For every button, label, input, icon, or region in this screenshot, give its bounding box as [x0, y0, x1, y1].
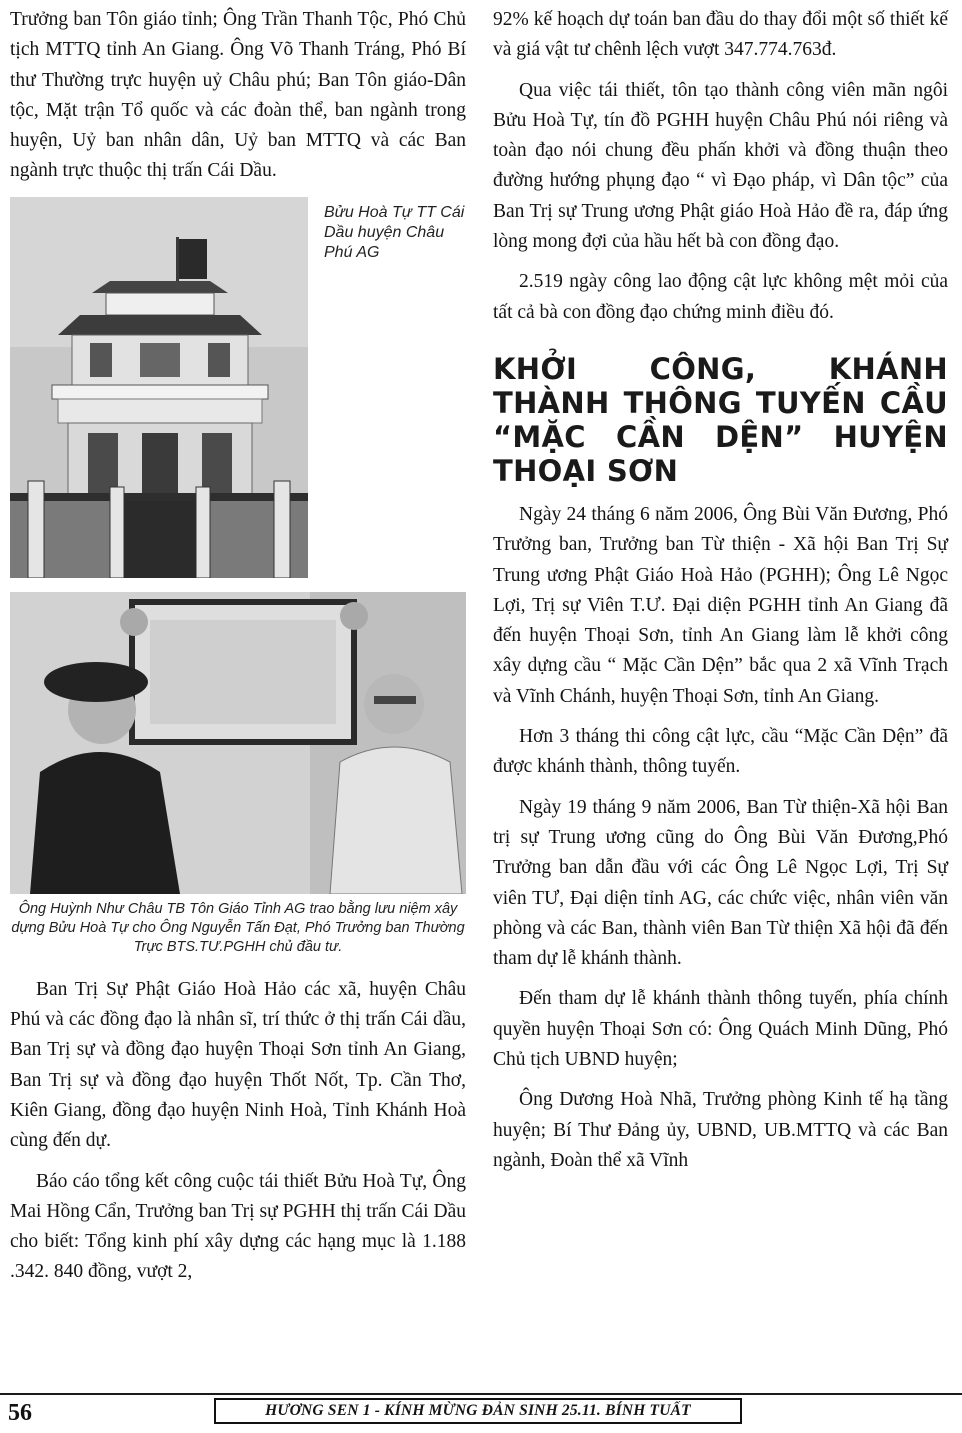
- intro-paragraph: Trưởng ban Tôn giáo tỉnh; Ông Trần Thanh Tộc, Phó Chủ tịch MTTQ tỉnh An Giang. Ông Võ Thanh Tráng, Phó Bí thư Thường trực huyện uỷ Châu phú; Ban Tôn giáo-Dân tộc, Mặt trận Tổ quốc và các đoàn thể, ban ngành trong huyện, Uỷ ban nhân dân, Uỷ ban MTTQ và các Ban ngành trực thuộc thị trấn Cái Dầu.: [10, 9, 466, 182]
- left-paragraph-2: Báo cáo tổng kết công cuộc tái thiết Bửu Hoà Tự, Ông Mai Hồng Cẩn, Trưởng ban Trị sự PGHH thị trấn Cái Dầu cho biết: Tổng kinh phí xây dựng các hạng mục là 1.188 .342. 840 đồng, vượt 2,: [10, 1170, 466, 1283]
- temple-illustration: [10, 197, 308, 578]
- right-paragraph-2: 2.519 ngày công lao động cật lực không mệt mỏi của tất cả bà con đồng đạo chứng minh điều đó.: [493, 271, 948, 323]
- ceremony-caption: Ông Huỳnh Như Châu TB Tôn Giáo Tỉnh AG trao bằng lưu niệm xây dựng Bửu Hoà Tự cho Ông Nguyễn Tấn Đạt, Phó Trưởng ban Thường Trực BTS.TƯ.PGHH chủ đầu tư.: [11, 900, 465, 955]
- ceremony-photo: [10, 592, 466, 894]
- footer-rule: [0, 1393, 962, 1395]
- temple-figure: [10, 197, 466, 578]
- article-headline: KHỞI CÔNG, KHÁNH THÀNH THÔNG TUYẾN CẦU “MẶC CẦN DỆN” HUYỆN THOẠI SƠN: [493, 351, 948, 488]
- temple-photo: [10, 197, 308, 578]
- left-body: [10, 975, 466, 1288]
- right-paragraph-5: Ngày 19 tháng 9 năm 2006, Ban Từ thiện-Xã hội Ban trị sự Trung ương cũng do Ông Bùi Văn Đương,Phó Trưởng ban dẫn đầu với các Ông Lê Ngọc Lợi, Trị Sự viên TƯ, Đại diện tỉnh AG, các chức việc, nhân viên văn phòng và các Ban, thành viên Ban Từ thiện Xã hội đã đến tham dự lễ khánh thành.: [493, 796, 948, 970]
- page-number: 56: [8, 1400, 32, 1426]
- right-continuation: 92% kế hoạch dự toán ban đầu do thay đổi một số thiết kế và giá vật tư chênh lệch vượt 347.774.763đ.: [493, 9, 948, 61]
- ceremony-illustration: [10, 592, 466, 894]
- running-title: HƯƠNG SEN 1 - KÍNH MỪNG ĐẢN SINH 25.11. BÍNH TUẤT: [214, 1398, 742, 1424]
- right-column: [493, 0, 948, 1186]
- temple-caption: Bửu Hoà Tự TT Cái Dầu huyện Châu Phú AG: [324, 203, 465, 261]
- right-paragraph-6: Đến tham dự lễ khánh thành thông tuyến, phía chính quyền huyện Thoại Sơn có: Ông Quách Minh Dũng, Phó Chủ tịch UBND huyện;: [493, 988, 948, 1071]
- right-paragraph-1: Qua việc tái thiết, tôn tạo thành công viên mãn ngôi Bửu Hoà Tự, tín đồ PGHH huyện Châu Phú nói riêng và toàn đạo nói chung đều phấn khởi và đồng thuận theo đường hướng phụng đạo “ vì Đạo pháp, vì Dân tộc” của Ban Trị sự Trung ương Phật giáo Hoà Hảo đề ra, đáp ứng lòng mong đợi của hầu hết bà con đồng đạo.: [493, 79, 948, 253]
- left-column: [10, 0, 466, 1298]
- left-paragraph-1: Ban Trị Sự Phật Giáo Hoà Hảo các xã, huyện Châu Phú và các đồng đạo là nhân sĩ, trí thức ở thị trấn Cái dầu, Ban Trị sự và đồng đạo huyện Thoại Sơn tỉnh An Giang, Ban Trị sự và đồng đạo huyện Thốt Nốt, Tp. Cần Thơ, Kiên Giang, đồng đạo huyện Ninh Hoà, Tỉnh Khánh Hoà cùng đến dự.: [10, 978, 466, 1152]
- right-paragraph-7: Ông Dương Hoà Nhã, Trưởng phòng Kinh tế hạ tầng huyện; Bí Thư Đảng ủy, UBND, UB.MTTQ và các Ban ngành, Đoàn thể xã Vĩnh: [493, 1089, 948, 1171]
- right-paragraph-3: Ngày 24 tháng 6 năm 2006, Ông Bùi Văn Đương, Phó Trưởng ban, Trưởng ban Từ thiện - Xã hội Ban Trị Sự Trung ương Phật Giáo Hoà Hảo (PGHH); Ông Lê Ngọc Lợi, Trị sự Viên T.Ư. Đại diện PGHH tỉnh An Giang đã đến huyện Thoại Sơn, tỉnh An Giang làm lễ khởi công xây dựng cầu “ Mặc Cần Dện” bắc qua 2 xã Vĩnh Trạch và Vĩnh Chánh, huyện Thoại Sơn, tỉnh An Giang.: [493, 503, 948, 707]
- right-paragraph-4: Hơn 3 tháng thi công cật lực, cầu “Mặc Cần Dện” đã được khánh thành, thông tuyến.: [493, 726, 948, 778]
